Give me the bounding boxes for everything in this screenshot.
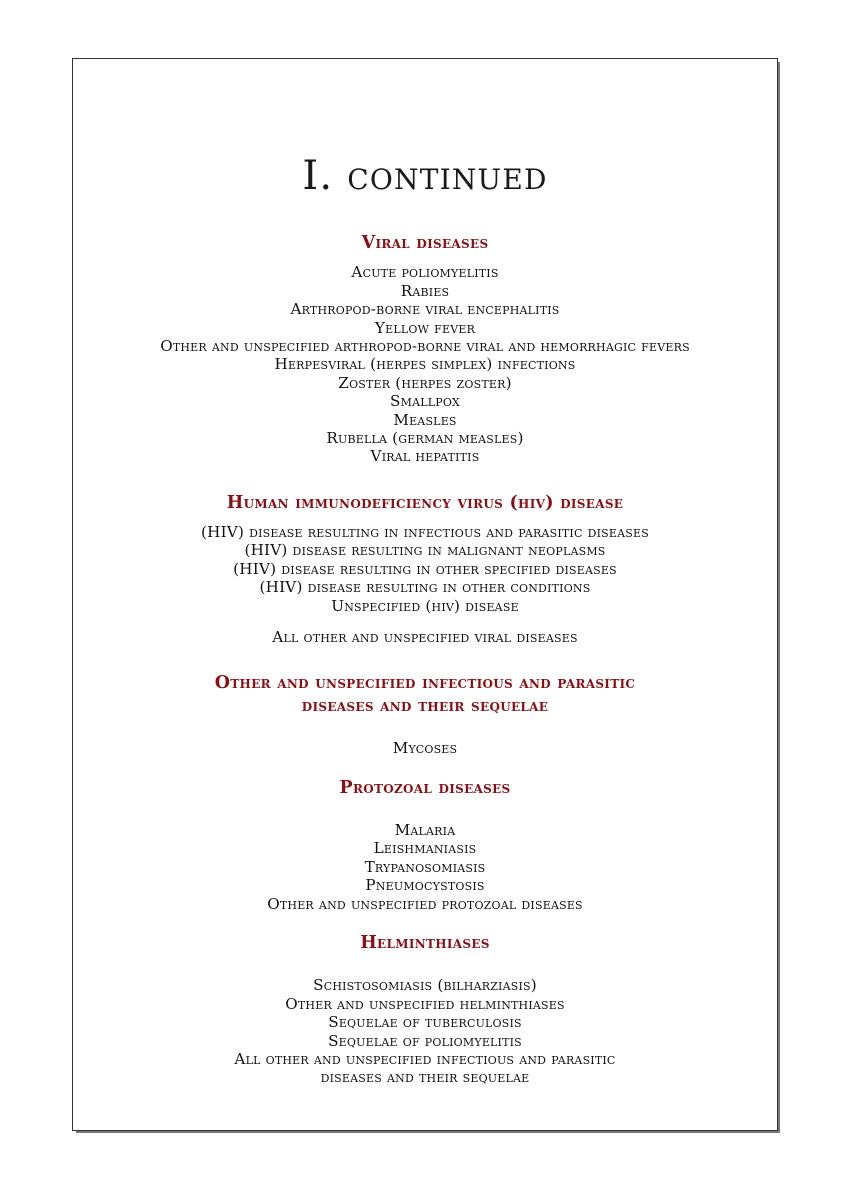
list-item: Pneumocystosis	[365, 876, 485, 895]
list-item: Schistosomiasis (bilharziasis)	[313, 976, 537, 995]
list-item: Leishmaniasis	[373, 839, 477, 858]
list-item: Other and unspecified protozoal diseases	[267, 894, 583, 913]
list-item: All other and unspecified viral diseases	[272, 628, 578, 647]
list-item: All other and unspecified infectious and parasitic diseases and their sequelae	[234, 1049, 616, 1087]
section-heading: Viral diseases	[361, 233, 489, 253]
list-item: (HIV) disease resulting in malignant neoplasms	[244, 541, 606, 560]
spacer	[101, 466, 749, 492]
document-content	[73, 59, 777, 1127]
section-helminthiases	[101, 932, 749, 1087]
list-item: Rabies	[400, 281, 450, 300]
list-item: Unspecified (hiv) disease	[331, 596, 519, 615]
spacer	[101, 808, 749, 821]
section-heading: Protozoal diseases	[339, 777, 511, 798]
spacer	[101, 646, 749, 672]
list-item: (HIV) disease resulting in infectious and parasitic diseases	[201, 523, 649, 542]
page-title: I. continued	[302, 153, 548, 199]
section-heading: Other and unspecified infectious and parasitic diseases and their sequelae	[214, 673, 636, 716]
list-item: Trypanosomiasis	[364, 857, 486, 876]
list-item: Zoster (herpes zoster)	[338, 373, 512, 392]
section-viral-diseases	[101, 232, 749, 466]
list-item: Other and unspecified helminthiases	[285, 994, 565, 1013]
list-item: Mycoses	[392, 739, 458, 758]
list-item: Smallpox	[390, 392, 460, 411]
list-item: Rubella (german measles)	[326, 428, 524, 447]
section-hiv-disease	[101, 492, 749, 647]
document-page	[73, 59, 777, 1130]
section-protozoal-diseases	[101, 777, 749, 913]
list-item: Herpesviral (herpes simplex) infections	[274, 355, 576, 374]
list-item: Viral hepatitis	[370, 447, 480, 466]
list-item: Yellow fever	[374, 318, 476, 337]
document-page-frame	[72, 58, 778, 1131]
list-item: Sequelae of tuberculosis	[328, 1013, 522, 1032]
spacer	[101, 963, 749, 976]
section-heading: Human immunodeficiency virus (hiv) disease	[226, 492, 624, 513]
list-item: (HIV) disease resulting in other specified diseases	[233, 559, 617, 578]
spacer	[101, 758, 749, 777]
spacer	[101, 913, 749, 932]
list-item: Measles	[393, 410, 457, 429]
list-item: Malaria	[394, 820, 456, 839]
section-other-infectious-parasitic	[101, 672, 749, 757]
spacer	[101, 615, 749, 628]
list-item: Acute poliomyelitis	[351, 263, 499, 282]
section-heading: Helminthiases	[360, 932, 490, 953]
list-item: Other and unspecified arthropod-borne viral and hemorrhagic fevers	[160, 336, 690, 355]
list-item: Sequelae of poliomyelitis	[328, 1031, 522, 1050]
spacer	[101, 726, 749, 739]
list-item: Arthropod-borne viral encephalitis	[290, 300, 560, 319]
list-item: (HIV) disease resulting in other conditions	[259, 578, 591, 597]
